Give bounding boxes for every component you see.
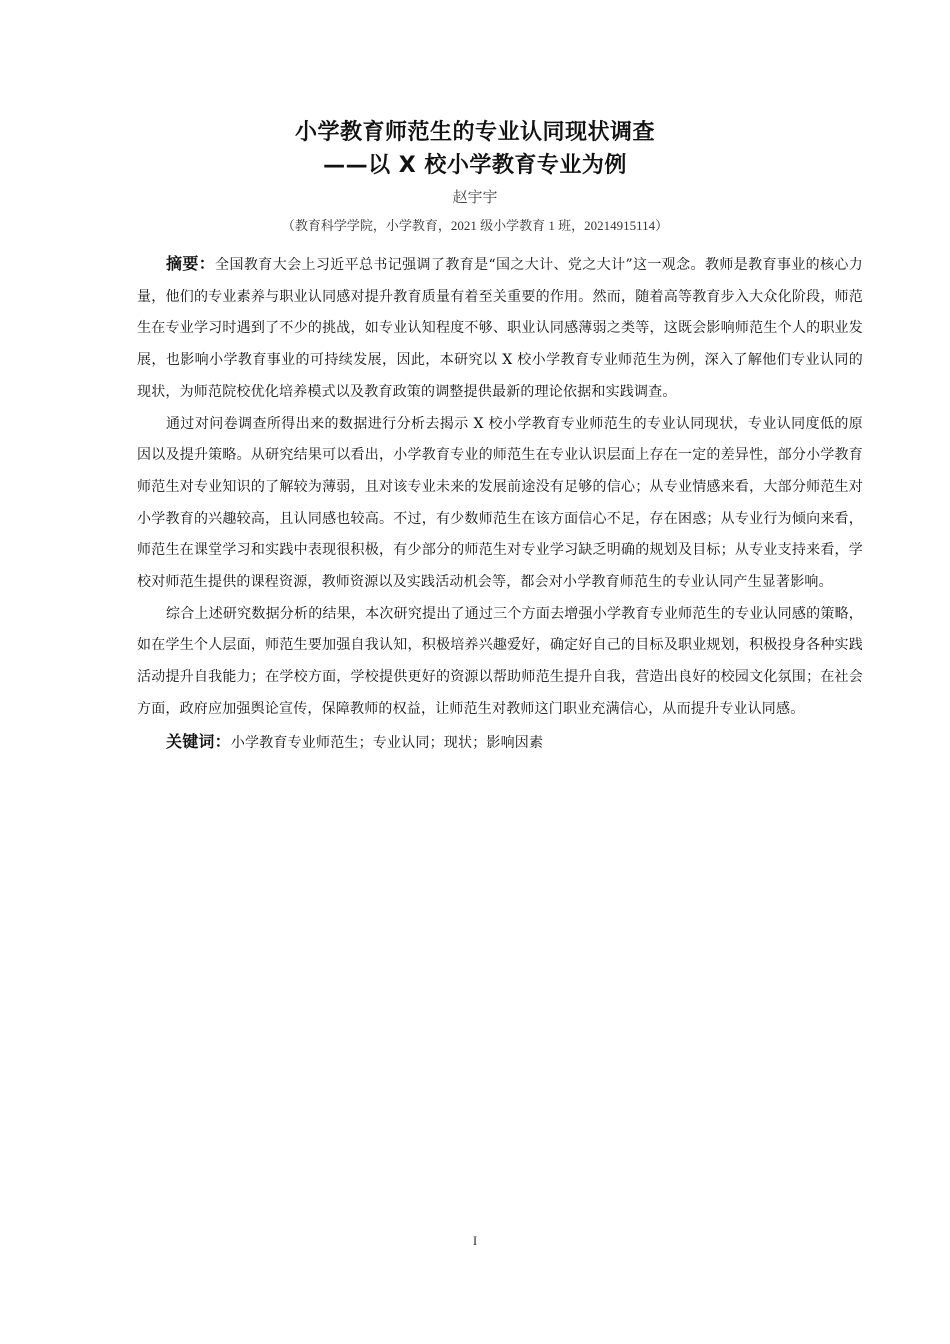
abstract-label: 摘要： (166, 254, 216, 273)
paper-title: 小学教育师范生的专业认同现状调查 (294, 120, 655, 145)
author-affiliation: （教育科学学院，小学教育，2021 级小学教育 1 班，20214915114） (281, 218, 669, 233)
keywords-line (137, 726, 863, 760)
abstract-paragraph-3: 综合上述研究数据分析的结果，本次研究提出了通过三个方面去增强小学教育专业师范生的专业认同感的策略，如在学生个人层面，师范生要加强自我认知，积极培养兴趣爱好，确定好自己的目标及职业规划，积极投身各种实践活动提升自我能力；在学校方面，学校提供更好的资源以帮助师范生提升自我，营造出良好的校园文化氛围；在社会方面，政府应加强舆论宣传，保障教师的权益，让师范生对教师这门职业充满信心，从而提升专业认同感。 (137, 605, 863, 717)
keywords-text: 小学教育专业师范生；专业认同；现状；影响因素 (230, 734, 544, 751)
keywords-label: 关键词： (166, 731, 231, 751)
page-number: I (472, 1233, 478, 1248)
abstract-section (137, 248, 863, 759)
paper-subtitle: ——以 X 校小学教育专业为例 (323, 153, 627, 178)
abstract-paragraph-1-text: 全国教育大会上习近平总书记强调了教育是“国之大计、党之大计”这一观念。教师是教育事业的核心力量，他们的专业素养与职业认同感对提升教育质量有着至关重要的作用。然而，随着高等教育步入大众化阶段，师范生在专业学习时遇到了不少的挑战，如专业认知程度不够、职业认同感薄弱之类等，这既会影响师范生个人的职业发展，也影响小学教育事业的可持续发展，因此，本研究以 X 校小学教育专业师范生为例，深入了解他们专业认同的现状，为师范院校优化培养模式以及教育政策的调整提供最新的理论依据和实践调查。 (137, 257, 863, 400)
abstract-paragraph-2: 通过对问卷调查所得出来的数据进行分析去揭示 X 校小学教育专业师范生的专业认同现状，专业认同度低的原因以及提升策略。从研究结果可以看出，小学教育专业的师范生在专业认识层面上存在一定的差异性，部分小学教育师范生对专业知识的了解较为薄弱，且对该专业未来的发展前途没有足够的信心；从专业情感来看，大部分师范生对小学教育的兴趣较高，且认同感也较高。不过，有少数师范生在该方面信心不足，存在困惑；从专业行为倾向来看，师范生在课堂学习和实践中表现很积极，有少部分的师范生对专业学习缺乏明确的规划及目标；从专业支持来看，学校对师范生提供的课程资源，教师资源以及实践活动机会等，都会对小学教育师范生的专业认同产生显著影响。 (137, 415, 863, 591)
abstract-paragraph-1 (137, 248, 863, 409)
title-block (0, 116, 950, 182)
author-name: 赵宇宇 (452, 188, 498, 206)
